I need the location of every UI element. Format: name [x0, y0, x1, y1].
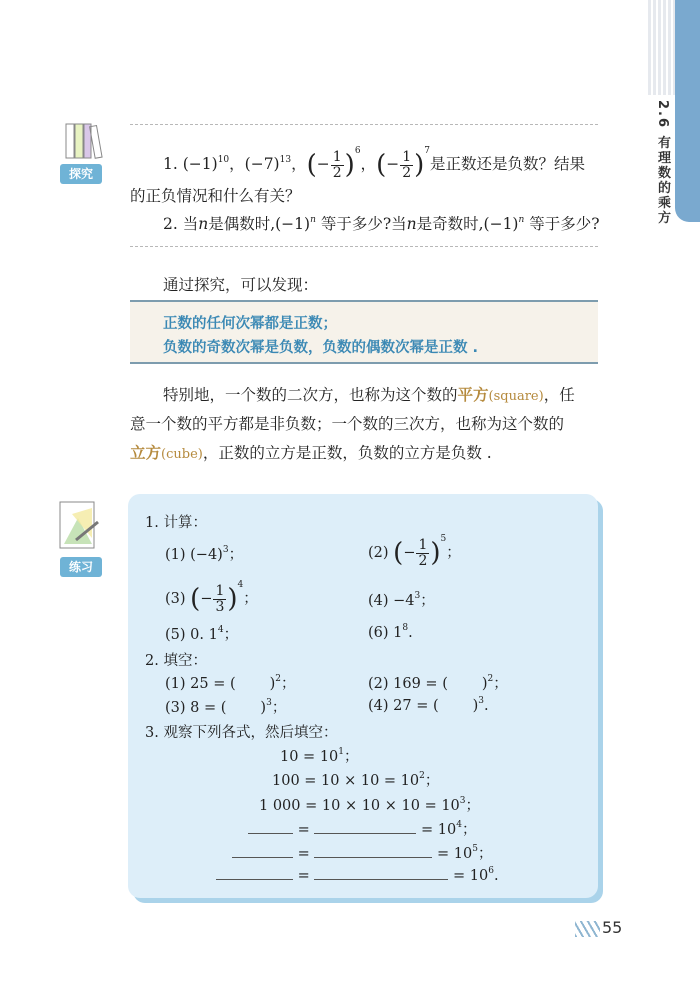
discover-text: 通过探究，可以发现：: [163, 276, 319, 294]
item-1-1: (1) $(-4)^3$；: [165, 545, 244, 563]
equation-3: 1 $000 = 10 \times 10 \times 10 = 10^3$；: [259, 796, 481, 814]
divider: [130, 124, 598, 125]
divider: [130, 246, 598, 247]
section-title: 2.6 有理数的乘方: [655, 100, 670, 226]
paragraph-line-3: 立方(cube)，正数的立方是正数，负数的立方是负数 .: [130, 444, 492, 462]
explore-question-1-cont: 的正负情况和什么有关？: [130, 187, 301, 205]
edge-stripes: [648, 0, 675, 95]
fill-1: (1) 25 = ( )$^2$；: [165, 674, 296, 692]
question-1: 1. 计算：: [145, 515, 207, 531]
fill-4: (4) 27 = ( )$^3$.: [368, 696, 489, 714]
item-1-3: (3) (− $\frac{1}{3}$ )$^4$；: [165, 580, 258, 615]
item-1-5: (5) 0. $1^4$；: [165, 625, 239, 643]
conclusion-line-1: 正数的任何次幂都是正数；: [163, 316, 337, 332]
books-icon: [62, 120, 106, 162]
equation-5[interactable]: = = $10^5$；: [232, 842, 492, 863]
item-1-6: (6) $1^8$.: [368, 623, 413, 641]
explore-badge: 探究: [60, 164, 102, 184]
equation-4[interactable]: = = $10^4$；: [248, 818, 476, 839]
explore-question-2: 2. 当n是偶数时$,(-1)^n$ 等于多少?当n是奇数时$,(-1)^n$ 等于多少?: [163, 215, 600, 233]
page-number: 55: [602, 918, 623, 937]
item-1-4: $(4) -4^3$；: [368, 591, 435, 609]
question-3: 3. 观察下列各式，然后填空：: [145, 725, 338, 741]
practice-badge: 练习: [60, 557, 102, 577]
question-2: 2. 填空：: [145, 653, 207, 669]
conclusion-line-2: 负数的奇数次幂是负数，负数的偶数次幂是正数 .: [163, 340, 479, 356]
key-conclusion-box: [130, 300, 598, 364]
explore-question-1: 1. $(-1)^{10}$，$(-7)^{13}$，(− $\frac{1}{2}$ )$^6$，(− $\frac{1}{2}$ )$^7$是正数还是负数？结果: [163, 146, 586, 181]
fill-3: (3) 8 = ( )$^3$；: [165, 698, 287, 716]
paragraph-line-1: 特别地，一个数的二次方，也称为这个数的平方(square)，任: [163, 386, 575, 404]
item-1-2: (2) (− $\frac{1}{2}$ )$^5$；: [368, 534, 461, 569]
equation-6[interactable]: = = $10^6$.: [216, 866, 499, 884]
equation-2: $100 = 10 \times 10 = 10^2$；: [272, 771, 440, 789]
page-number-stripes-icon: [575, 921, 600, 937]
paragraph-line-2: 意一个数的平方都是非负数；一个数的三次方，也称为这个数的: [130, 415, 565, 433]
fill-2: (2) 169 = ( )$^2$；: [368, 674, 508, 692]
chapter-tab: [675, 0, 700, 222]
equation-1: $10 = 10^1$；: [280, 747, 359, 765]
practice-pencil-icon: [54, 494, 106, 556]
